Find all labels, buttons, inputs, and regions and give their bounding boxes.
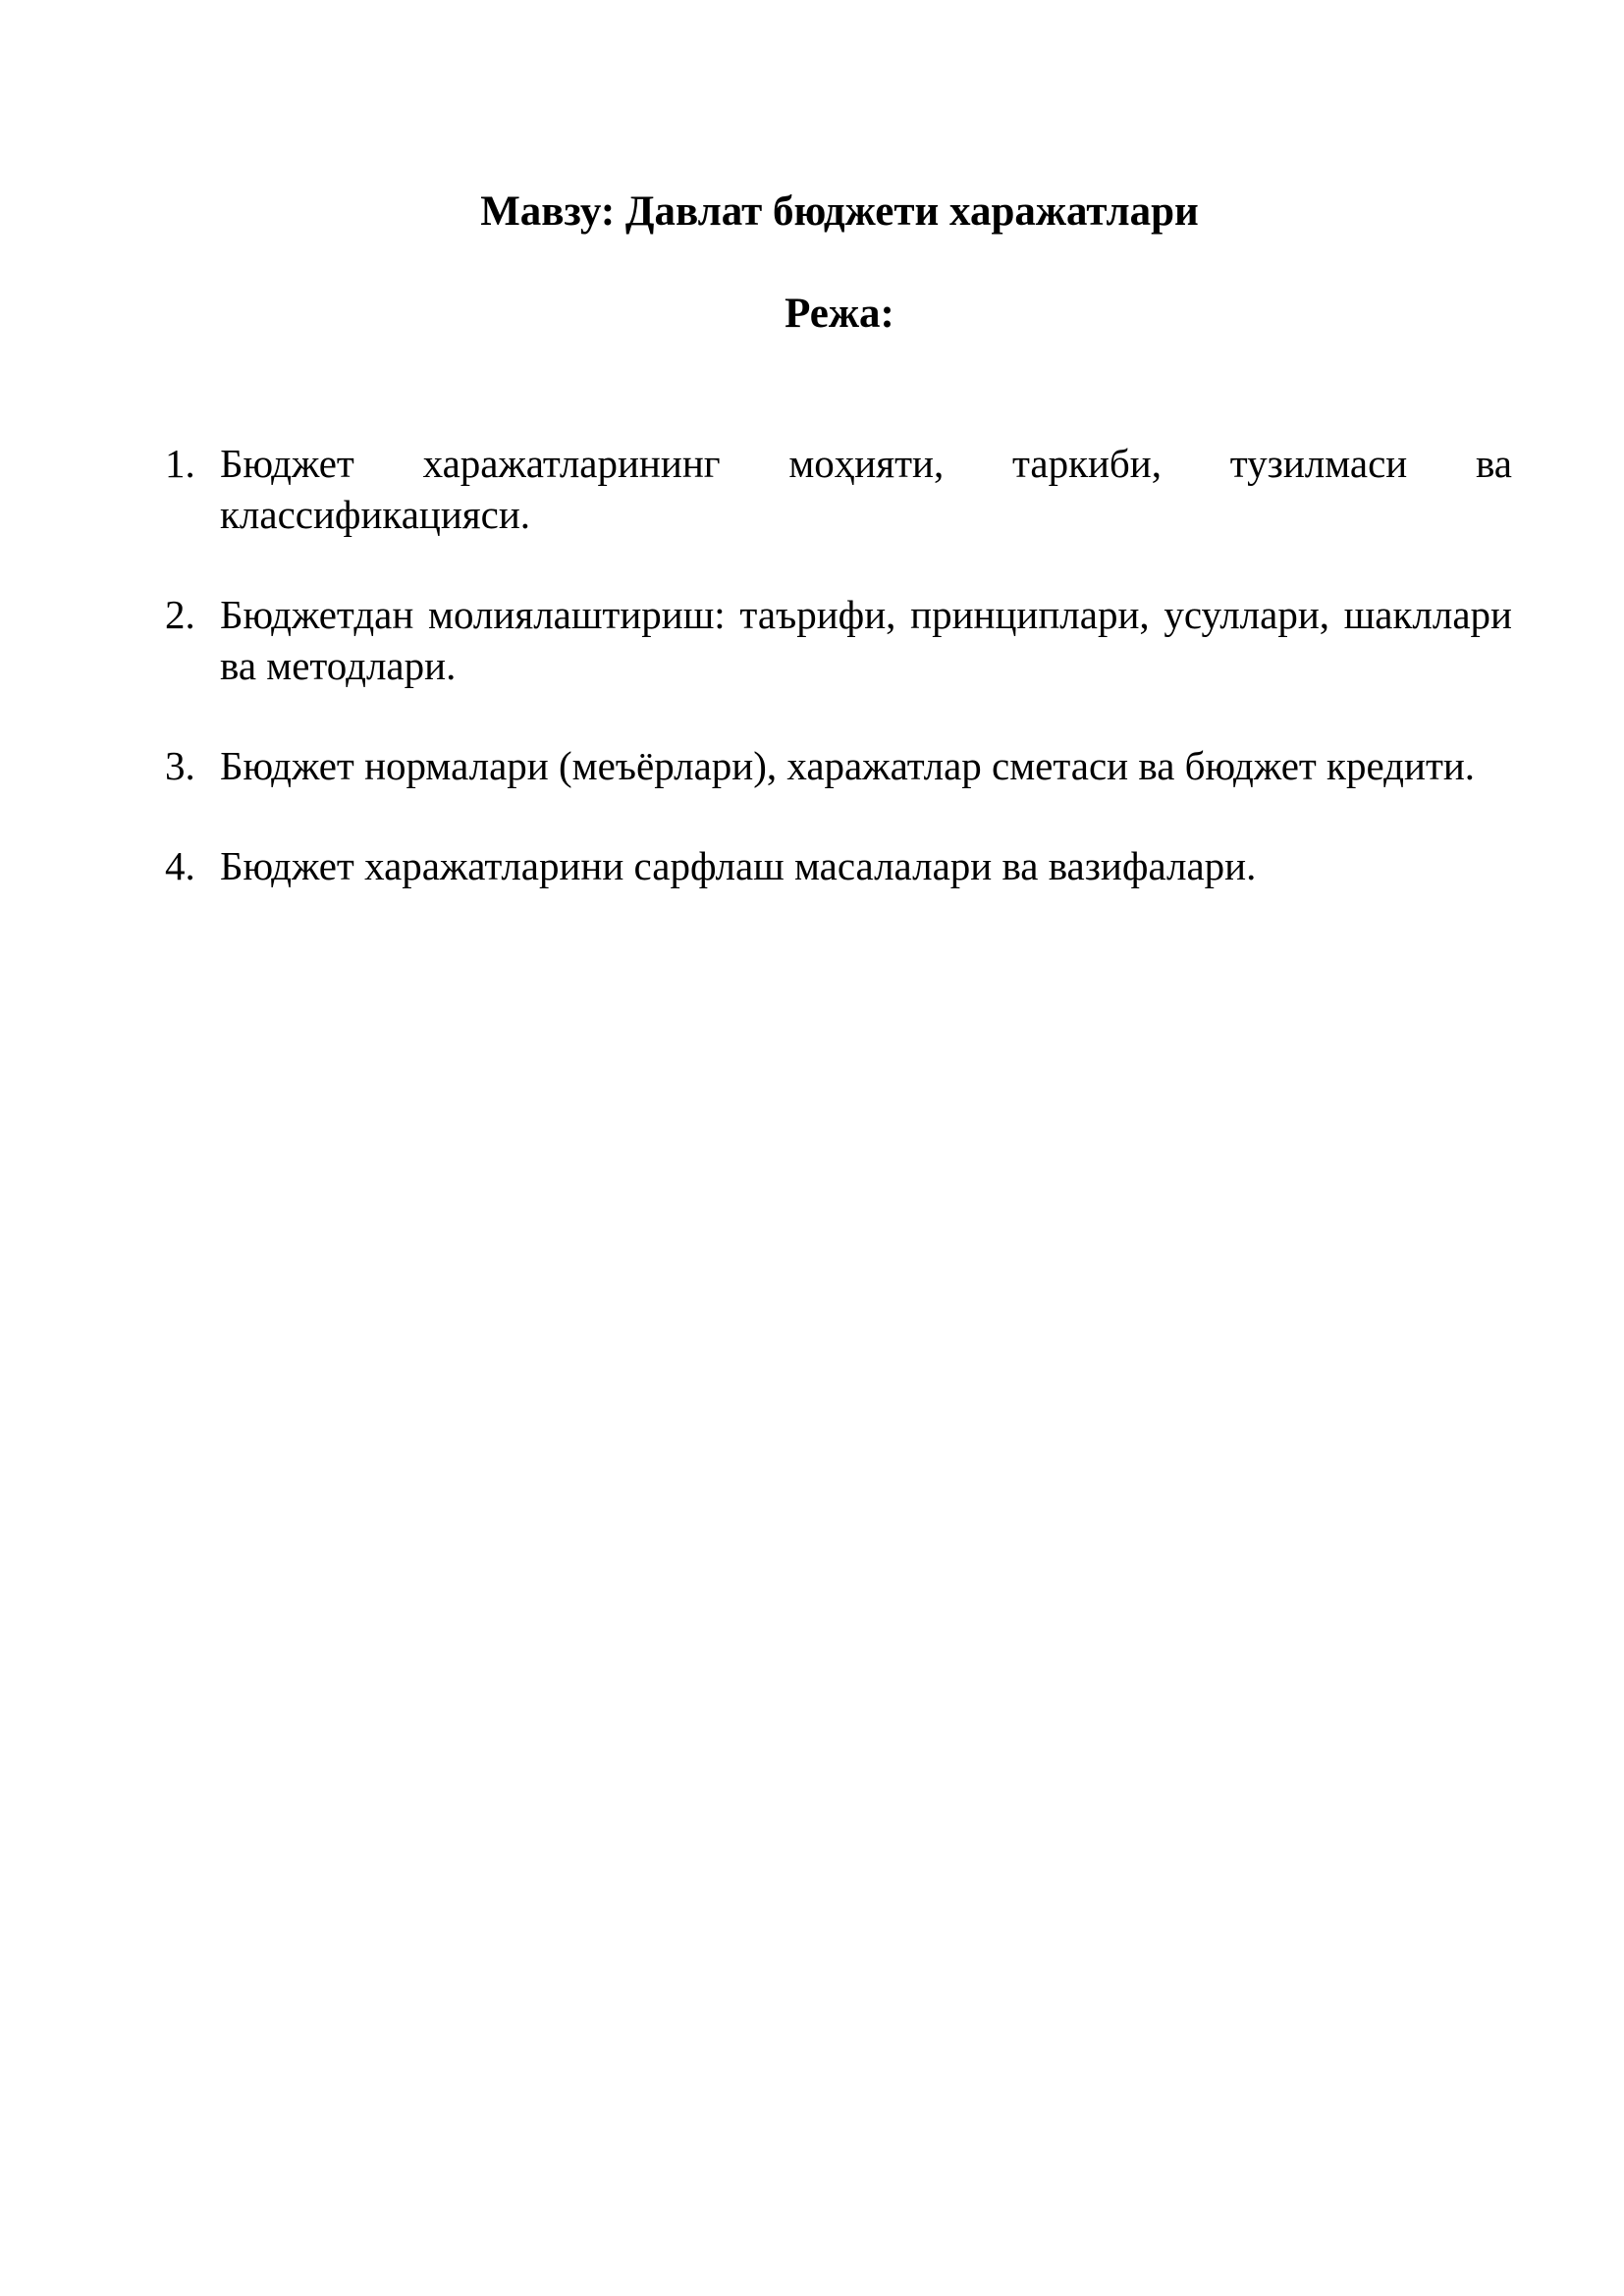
plan-item-text: Бюджет нормалари (меъёрлари), харажатлар сметаси ва бюджет кредити. bbox=[220, 743, 1476, 788]
plan-item bbox=[165, 438, 1512, 540]
plan-list bbox=[165, 438, 1512, 940]
plan-item bbox=[165, 589, 1512, 691]
plan-item-text: Бюджетдан молиялаштириш: таърифи, принциплари, усуллари, шакллари ва методлари. bbox=[220, 592, 1512, 688]
plan-item-number: 1. bbox=[165, 441, 195, 486]
plan-heading: Режа: bbox=[785, 291, 894, 337]
document-title: Мавзу: Давлат бюджети харажатлари bbox=[480, 188, 1199, 235]
plan-item bbox=[165, 840, 1512, 891]
plan-item-number: 4. bbox=[165, 843, 195, 888]
plan-item-text: Бюджет харажатларини сарфлаш масалалари ва вазифалари. bbox=[220, 843, 1257, 888]
plan-item-text: Бюджет харажатларининг моҳияти, таркиби, тузилмаси ва классификацияси. bbox=[220, 441, 1512, 537]
plan-item bbox=[165, 740, 1512, 791]
plan-item-number: 2. bbox=[165, 592, 195, 637]
plan-item-number: 3. bbox=[165, 743, 195, 788]
